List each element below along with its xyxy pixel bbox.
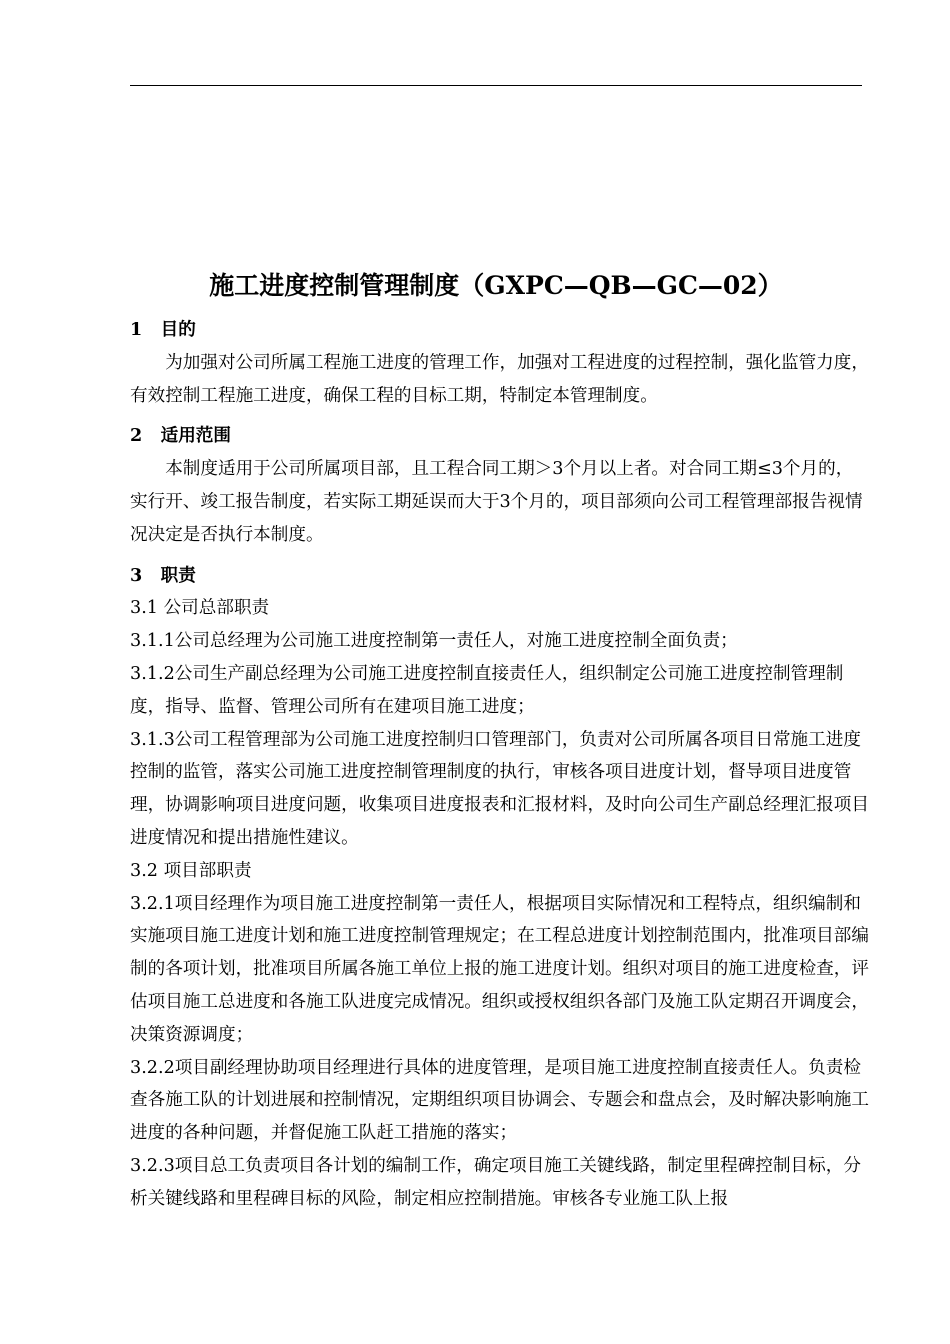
subsection-heading-project-dept: 3.2 项目部职责	[130, 860, 252, 881]
clause-3-2-1: 3.2.1项目经理作为项目施工进度控制第一责任人，根据项目实际情况和工程特点，组织编制和实施项目施工进度计划和施工进度控制管理规定；在工程总进度计划控制范围内，批准项目部编制的各项计划，批准项目所属各施工单位上报的施工进度计划。组织对项目的施工进度检查，评估项目施工总进度和各施工队进度完成情况。组织或授权组织各部门及施工队定期召开调度会，决策资源调度；	[130, 893, 869, 1045]
section-body-purpose: 为加强对公司所属工程施工进度的管理工作，加强对工程进度的过程控制，强化监管力度，有效控制工程施工进度，确保工程的目标工期，特制定本管理制度。	[130, 352, 869, 406]
document-body	[130, 314, 870, 1216]
clause-3-1-1: 3.1.1公司总经理为公司施工进度控制第一责任人，对施工进度控制全面负责；	[130, 631, 738, 652]
header-rule	[130, 85, 862, 86]
clause-3-2-2: 3.2.2项目副经理协助项目经理进行具体的进度管理，是项目施工进度控制直接责任人。负责检查各施工队的计划进展和控制情况，定期组织项目协调会、专题会和盘点会，及时解决影响施工进度的各种问题，并督促施工队赶工措施的落实；	[130, 1057, 869, 1144]
clause-3-2-3: 3.2.3项目总工负责项目各计划的编制工作，确定项目施工关键线路，制定里程碑控制目标，分析关键线路和里程碑目标的风险，制定相应控制措施。审核各专业施工队上报	[130, 1155, 861, 1209]
section-heading-scope: 2 适用范围	[130, 425, 231, 447]
section-heading-purpose: 1 目的	[130, 319, 196, 340]
clause-3-1-2: 3.1.2公司生产副总经理为公司施工进度控制直接责任人，组织制定公司施工进度控制管理制度，指导、监督、管理公司所有在建项目施工进度；	[130, 663, 844, 717]
section-heading-responsibilities: 3 职责	[130, 564, 196, 586]
clause-3-1-3: 3.1.3公司工程管理部为公司施工进度控制归口管理部门，负责对公司所属各项目日常施工进度控制的监管，落实公司施工进度控制管理制度的执行，审核各项目进度计划，督导项目进度管理，协调影响项目进度问题，收集项目进度报表和汇报材料，及时向公司生产副总经理汇报项目进度情况和提出措施性建议。	[130, 729, 869, 848]
subsection-heading-hq: 3.1 公司总部职责	[130, 598, 270, 619]
section-body-scope: 本制度适用于公司所属项目部，且工程合同工期＞3个月以上者。对合同工期≤3个月的，实行开、竣工报告制度，若实际工期延误而大于3个月的，项目部须向公司工程管理部报告视情况决定是否执行本制度。	[130, 459, 863, 545]
page-title: 施工进度控制管理制度（GXPC—QB—GC—02）	[209, 271, 783, 300]
